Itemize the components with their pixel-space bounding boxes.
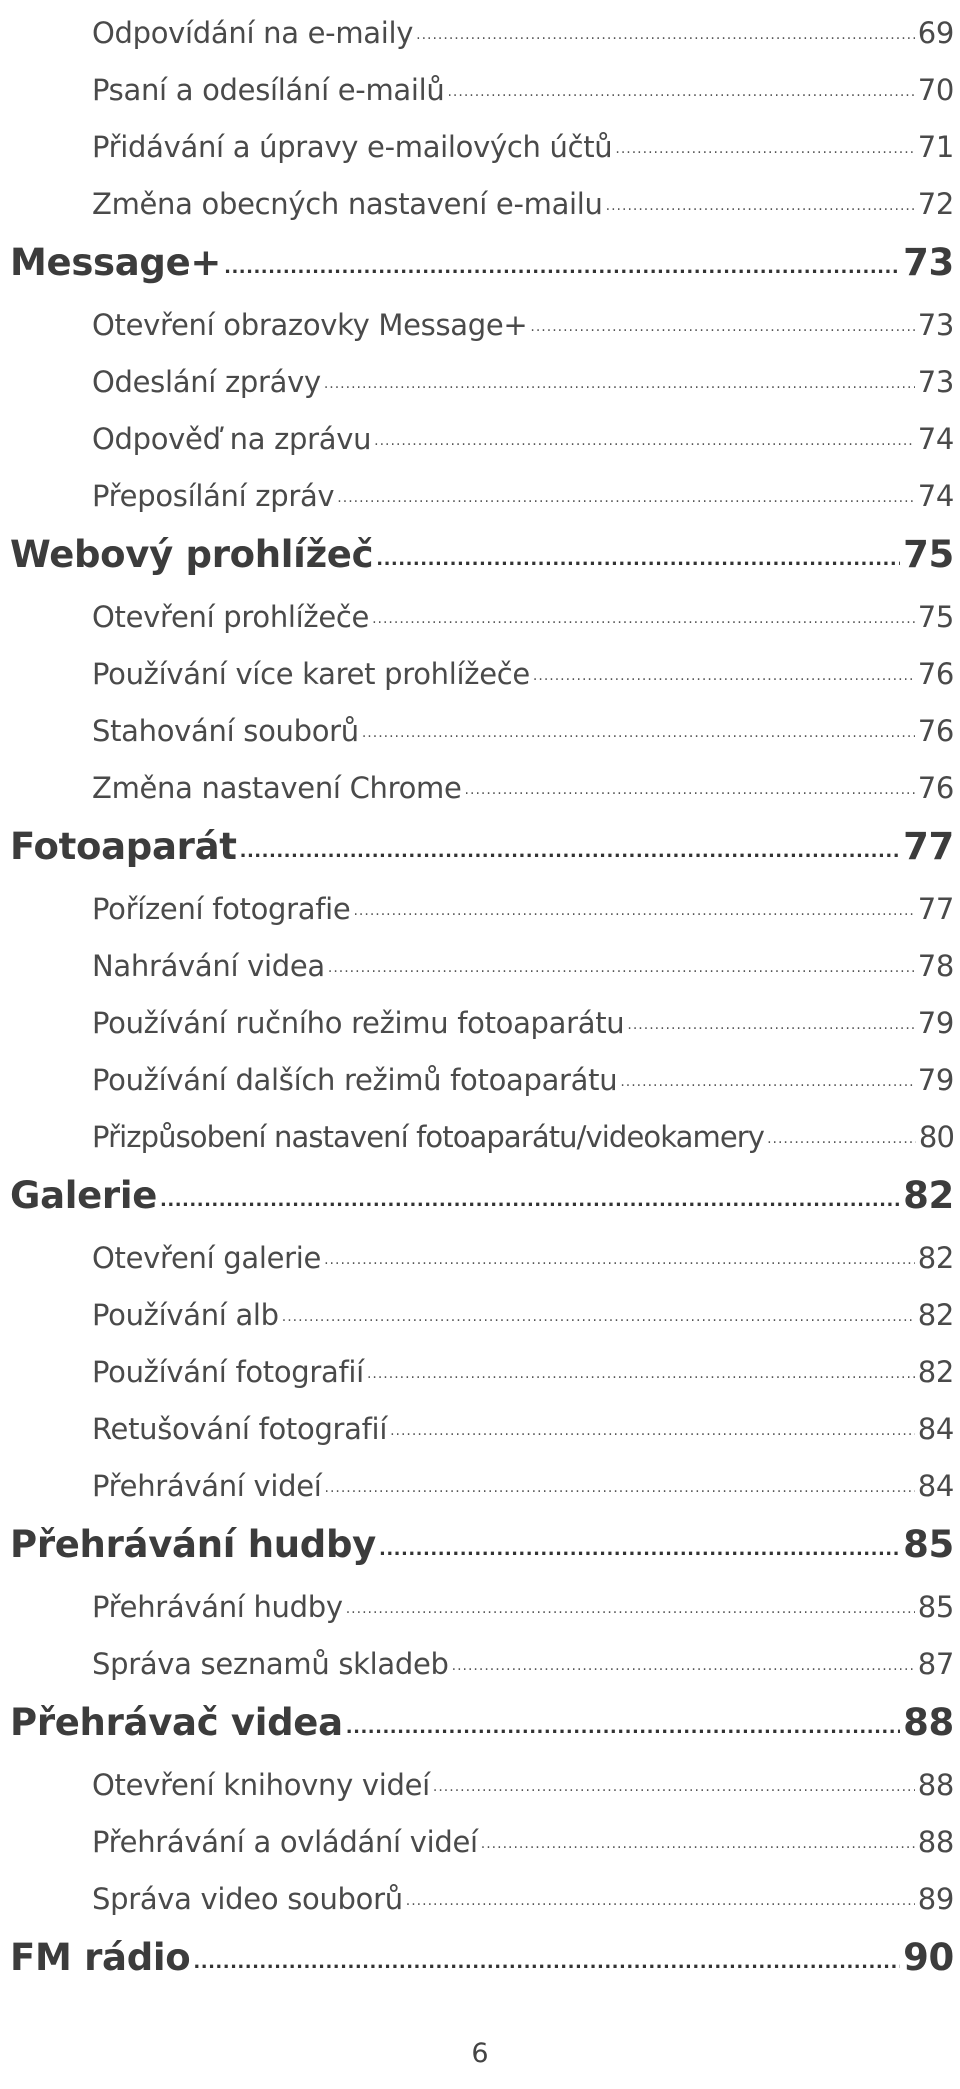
page-number: 6	[471, 2038, 489, 2069]
toc-entry-title: Odpovídání na e-maily	[92, 16, 414, 50]
toc-leader-dots	[353, 904, 914, 926]
toc-section[interactable]	[10, 1161, 954, 1217]
toc-entry-page: 88	[917, 1825, 954, 1859]
toc-section[interactable]	[10, 812, 954, 868]
toc-entry[interactable]	[92, 57, 954, 107]
toc-leader-dots	[372, 612, 915, 634]
toc-entry-page: 88	[917, 1768, 954, 1802]
toc-entry-page: 73	[917, 308, 954, 342]
toc-entry-title: Odpověď na zprávu	[92, 422, 372, 456]
toc-leader-dots	[530, 320, 914, 342]
toc-entry-page: 79	[917, 1063, 954, 1097]
toc-entry-title: Správa seznamů skladeb	[92, 1647, 449, 1681]
toc-leader-dots	[346, 1721, 900, 1744]
toc-entry-page: 85	[917, 1590, 954, 1624]
toc-entry-page: 70	[917, 73, 954, 107]
toc-entry-page: 69	[917, 16, 954, 50]
toc-entry[interactable]	[92, 698, 954, 748]
toc-entry[interactable]	[92, 876, 954, 926]
toc-section-title: Přehrávač videa	[10, 1701, 343, 1744]
toc-entry-page: 76	[917, 657, 954, 691]
toc-entry-title: Odeslání zprávy	[92, 365, 321, 399]
toc-section[interactable]	[10, 1688, 954, 1744]
toc-entry-page: 75	[917, 600, 954, 634]
toc-entry-page: 89	[917, 1882, 954, 1916]
toc-section-title: FM rádio	[10, 1936, 191, 1979]
toc-section-title: Message+	[10, 241, 222, 284]
toc-leader-dots	[447, 85, 914, 107]
toc-section-page: 90	[903, 1936, 954, 1979]
toc-section-title: Webový prohlížeč	[10, 533, 374, 576]
toc-leader-dots	[282, 1310, 915, 1332]
toc-section-page: 73	[903, 241, 954, 284]
toc-entry[interactable]	[92, 1104, 954, 1154]
toc-entry-title: Používání ručního režimu fotoaparátu	[92, 1006, 625, 1040]
toc-entry-title: Přizpůsobení nastavení fotoaparátu/videokamery	[92, 1120, 765, 1154]
toc-entry-page: 80	[918, 1120, 954, 1154]
toc-leader-dots	[627, 1018, 914, 1040]
toc-leader-dots	[416, 28, 915, 50]
toc-entry-title: Stahování souborů	[92, 714, 359, 748]
toc-entry-title: Otevření prohlížeče	[92, 600, 370, 634]
toc-section[interactable]	[10, 228, 954, 284]
toc-entry-page: 73	[917, 365, 954, 399]
toc-section-title: Fotoaparát	[10, 825, 237, 868]
toc-entry-title: Pořízení fotografie	[92, 892, 351, 926]
toc-entry[interactable]	[92, 1225, 954, 1275]
toc-leader-dots	[465, 783, 915, 805]
toc-entry-title: Používání alb	[92, 1298, 279, 1332]
toc-section-page: 88	[903, 1701, 954, 1744]
toc-entry[interactable]	[92, 463, 954, 513]
toc-leader-dots	[362, 726, 915, 748]
toc-leader-dots	[376, 553, 900, 576]
toc-leader-dots	[367, 1367, 915, 1389]
toc-leader-dots	[346, 1602, 915, 1624]
toc-leader-dots	[481, 1837, 915, 1859]
toc-section-title: Galerie	[10, 1174, 158, 1217]
toc-entry[interactable]	[92, 584, 954, 634]
toc-entry[interactable]	[92, 114, 954, 164]
toc-entry-title: Přidávání a úpravy e-mailových účtů	[92, 130, 613, 164]
toc-entry[interactable]	[92, 1631, 954, 1681]
toc-leader-dots	[193, 1956, 900, 1979]
toc-entry-page: 82	[917, 1241, 954, 1275]
toc-entry[interactable]	[92, 933, 954, 983]
toc-entry-page: 84	[917, 1469, 954, 1503]
toc-entry-page: 78	[917, 949, 954, 983]
toc-entry-page: 71	[917, 130, 954, 164]
toc-leader-dots	[324, 1253, 915, 1275]
toc-leader-dots	[224, 261, 900, 284]
toc-leader-dots	[606, 199, 915, 221]
toc-entry-page: 76	[917, 771, 954, 805]
toc-section-page: 77	[903, 825, 954, 868]
toc-leader-dots	[337, 491, 914, 513]
toc-entry[interactable]	[92, 1339, 954, 1389]
toc-entry[interactable]	[92, 171, 954, 221]
toc-entry-title: Změna nastavení Chrome	[92, 771, 462, 805]
toc-entry-page: 74	[917, 479, 954, 513]
toc-section[interactable]	[10, 1923, 954, 1979]
toc-leader-dots	[374, 434, 915, 456]
toc-entry-title: Používání dalších režimů fotoaparátu	[92, 1063, 618, 1097]
toc-entry[interactable]	[92, 0, 954, 50]
toc-leader-dots	[433, 1780, 915, 1802]
toc-leader-dots	[160, 1194, 900, 1217]
toc-entry[interactable]	[92, 1453, 954, 1503]
toc-entry-title: Retušování fotografií	[92, 1412, 388, 1446]
toc-entry-page: 76	[917, 714, 954, 748]
toc-leader-dots	[390, 1424, 915, 1446]
toc-leader-dots	[615, 142, 914, 164]
toc-section-title: Přehrávání hudby	[10, 1523, 376, 1566]
toc-entry-title: Přeposílání zpráv	[92, 479, 335, 513]
toc-section-page: 75	[903, 533, 954, 576]
toc-entry[interactable]	[92, 755, 954, 805]
toc-entry[interactable]	[92, 1047, 954, 1097]
toc-entry-title: Používání více karet prohlížeče	[92, 657, 530, 691]
toc-entry[interactable]	[92, 1809, 954, 1859]
toc-entry-title: Otevření obrazovky Message+	[92, 308, 528, 342]
toc-entry[interactable]	[92, 1866, 954, 1916]
toc-entry[interactable]	[92, 1282, 954, 1332]
toc-leader-dots	[533, 669, 915, 691]
toc-entry-title: Nahrávání videa	[92, 949, 325, 983]
toc-entry[interactable]	[92, 641, 954, 691]
toc-entry-page: 79	[917, 1006, 954, 1040]
toc-entry-page: 84	[917, 1412, 954, 1446]
toc-entry-title: Otevření knihovny videí	[92, 1768, 430, 1802]
toc-section[interactable]	[10, 1510, 954, 1566]
toc-entry-page: 72	[917, 187, 954, 221]
toc-entry[interactable]	[92, 1752, 954, 1802]
toc-entry-title: Otevření galerie	[92, 1241, 322, 1275]
toc-leader-dots	[379, 1543, 900, 1566]
toc-leader-dots	[324, 377, 915, 399]
toc-entry[interactable]	[92, 349, 954, 399]
toc-section-page: 82	[903, 1174, 954, 1217]
toc-entry[interactable]	[92, 990, 954, 1040]
toc-entry-title: Přehrávání hudby	[92, 1590, 343, 1624]
toc-entry[interactable]	[92, 1574, 954, 1624]
toc-entry[interactable]	[92, 1396, 954, 1446]
toc-leader-dots	[767, 1132, 916, 1154]
toc-entry-page: 82	[917, 1298, 954, 1332]
toc-entry-title: Psaní a odesílání e-mailů	[92, 73, 445, 107]
toc-section[interactable]	[10, 520, 954, 576]
toc-entry-title: Změna obecných nastavení e-mailu	[92, 187, 603, 221]
toc-section-page: 85	[903, 1523, 954, 1566]
toc-entry[interactable]	[92, 292, 954, 342]
toc-leader-dots	[620, 1075, 914, 1097]
toc-entry-title: Používání fotografií	[92, 1355, 364, 1389]
toc-entry[interactable]	[92, 406, 954, 456]
toc-entry-title: Správa video souborů	[92, 1882, 403, 1916]
toc-leader-dots	[328, 961, 915, 983]
toc-leader-dots	[452, 1659, 915, 1681]
toc-entry-page: 77	[917, 892, 954, 926]
toc-entry-page: 87	[917, 1647, 954, 1681]
toc-leader-dots	[325, 1481, 915, 1503]
toc-leader-dots	[240, 845, 900, 868]
toc-entry-page: 82	[917, 1355, 954, 1389]
toc-leader-dots	[406, 1894, 915, 1916]
toc-entry-page: 74	[917, 422, 954, 456]
toc-entry-title: Přehrávání a ovládání videí	[92, 1825, 478, 1859]
toc-entry-title: Přehrávání videí	[92, 1469, 322, 1503]
